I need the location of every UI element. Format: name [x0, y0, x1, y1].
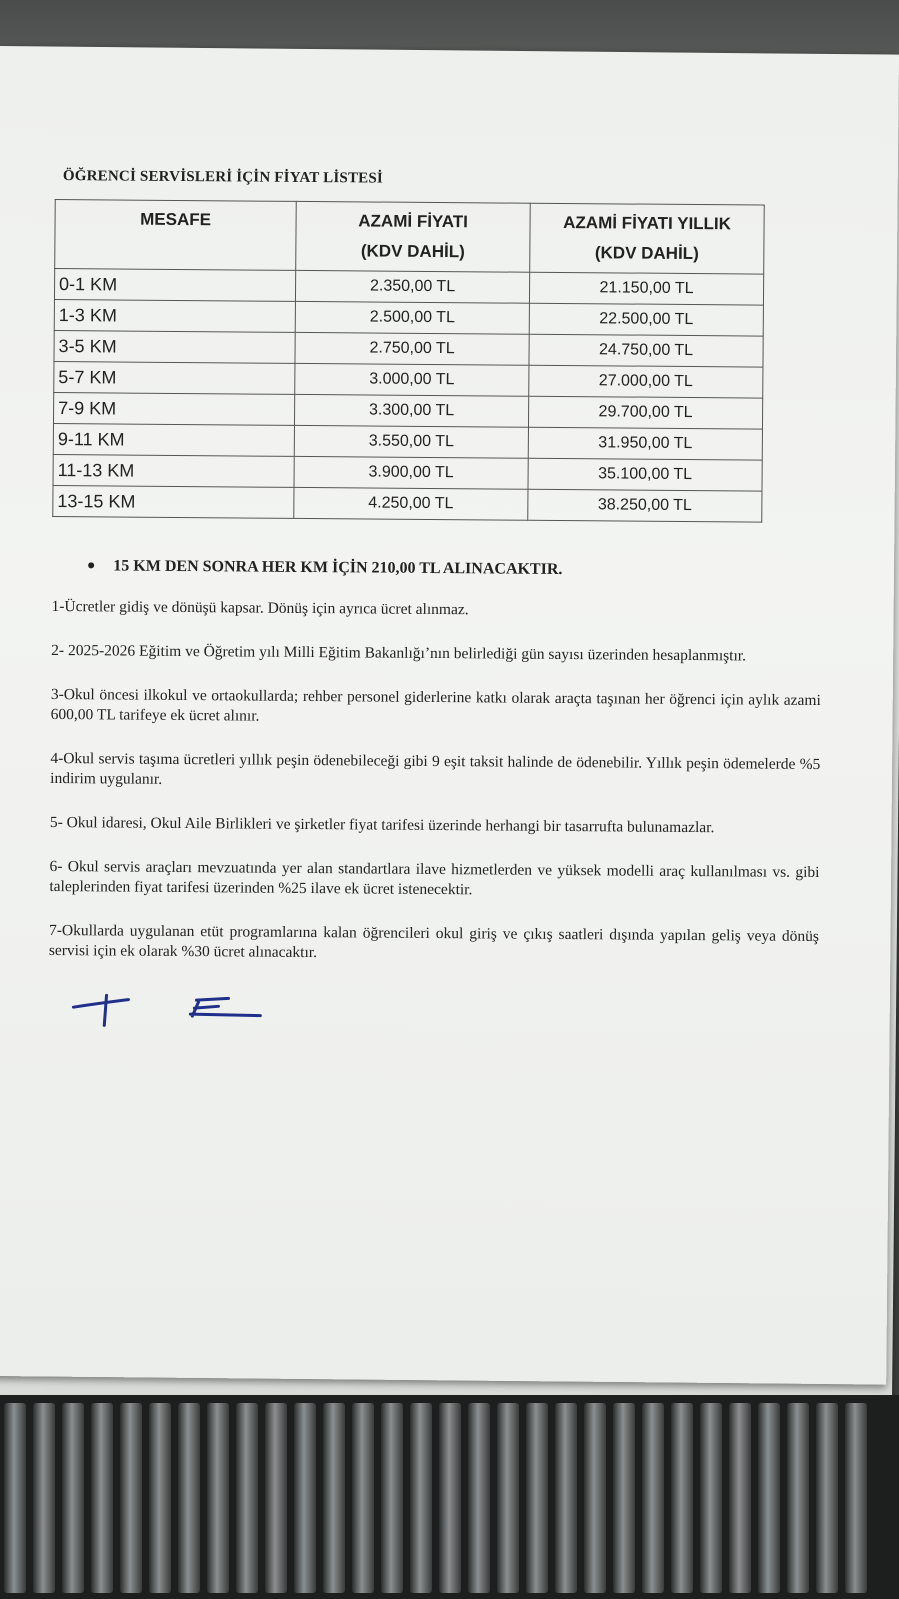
header-distance [55, 200, 297, 271]
note-7: 7-Okullarda uygulanan etüt programlarına kalan öğrencileri okul giriş ve çıkış saatleri dışında yapılan geliş veya dönüş servisi için ek olarak %30 ücret alınacaktır. [48, 921, 820, 962]
note-4: 4-Okul servis taşıma ücretleri yıllık peşin ödenebileceği gibi 9 eşit taksit halinde de ödenebilir. Yıllık peşin ödemelerde %5 indirim uygulanır. [50, 749, 821, 788]
note-2: 2- 2025-2026 Eğitim ve Öğretim yılı Milli Eğitim Bakanlığı’nın belirlediği gün sayısı üzerinden hesaplanmıştır. [51, 641, 747, 665]
radiator [0, 1395, 899, 1599]
header-distance-label: MESAFE [140, 209, 212, 230]
cell-distance: 5-7 KM [54, 361, 295, 394]
cell-yearly: 24.750,00 TL [529, 334, 763, 367]
header-monthly [296, 201, 531, 272]
document-title: ÖĞRENCİ SERVİSLERİ İÇİN FİYAT LİSTESİ [62, 168, 384, 187]
cell-yearly: 35.100,00 TL [528, 458, 762, 491]
cell-yearly: 27.000,00 TL [529, 365, 763, 398]
cell-monthly: 3.000,00 TL [295, 363, 529, 396]
cell-monthly: 2.500,00 TL [295, 301, 529, 334]
bullet-note [87, 557, 832, 581]
cell-distance: 1-3 KM [54, 299, 295, 332]
header-yearly-line2: (KDV DAHİL) [594, 243, 699, 264]
cell-monthly: 2.750,00 TL [295, 332, 529, 365]
header-yearly-line1: AZAMİ FİYATI YILLIK [563, 212, 732, 234]
cell-yearly: 38.250,00 TL [528, 489, 762, 522]
signatures [48, 985, 828, 1051]
cell-yearly: 21.150,00 TL [529, 272, 763, 305]
cell-monthly: 3.300,00 TL [294, 394, 528, 427]
cell-yearly: 22.500,00 TL [529, 303, 763, 336]
table-header-row [55, 200, 765, 275]
cell-monthly: 3.900,00 TL [294, 456, 528, 489]
document-content [48, 168, 835, 1051]
header-monthly-line1: AZAMİ FİYATI [358, 211, 468, 232]
cell-yearly: 29.700,00 TL [528, 396, 762, 429]
note-6: 6- Okul servis araçları mevzuatında yer alan standartlara ilave hizmetlerden ve yüksek modelli araç kullanılması vs. gibi taleplerinden fiyat tarifesi üzerinden %25 ilave ek ücret istenecektir. [49, 857, 820, 899]
cell-distance: 9-11 KM [53, 423, 294, 456]
cell-monthly: 2.350,00 TL [295, 270, 529, 303]
cell-distance: 7-9 KM [53, 392, 294, 425]
table-row [53, 485, 762, 522]
cell-monthly: 3.550,00 TL [294, 425, 528, 458]
cell-distance: 3-5 KM [54, 330, 295, 363]
bullet-dot-icon: ● [86, 558, 96, 574]
cell-distance: 0-1 KM [54, 269, 295, 302]
cell-monthly: 4.250,00 TL [294, 487, 528, 520]
signature-marks-icon [68, 985, 288, 1037]
note-1: 1-Ücretler gidiş ve dönüşü kapsar. Dönüş için ayrıca ücret alınmaz. [51, 597, 469, 619]
note-3: 3-Okul öncesi ilkokul ve ortaokullarda; rehber personel giderlerine katkı olarak araçta taşınan her öğrenci için aylık azami 600,00 TL tarifeye ek ücret alınır. [50, 685, 821, 725]
cell-distance: 11-13 KM [53, 454, 294, 487]
price-table [52, 199, 764, 523]
note-5: 5- Okul idaresi, Okul Aile Birlikleri ve şirketler fiyat tarifesi üzerinde herhangi bir tasarrufta bulunamazlar. [49, 813, 715, 837]
cell-yearly: 31.950,00 TL [528, 427, 762, 460]
bullet-text: 15 KM DEN SONRA HER KM İÇİN 210,00 TL ALINACAKTIR. [113, 557, 563, 578]
header-monthly-line2: (KDV DAHİL) [360, 241, 465, 262]
cell-distance: 13-15 KM [53, 485, 294, 518]
header-yearly [530, 203, 765, 274]
